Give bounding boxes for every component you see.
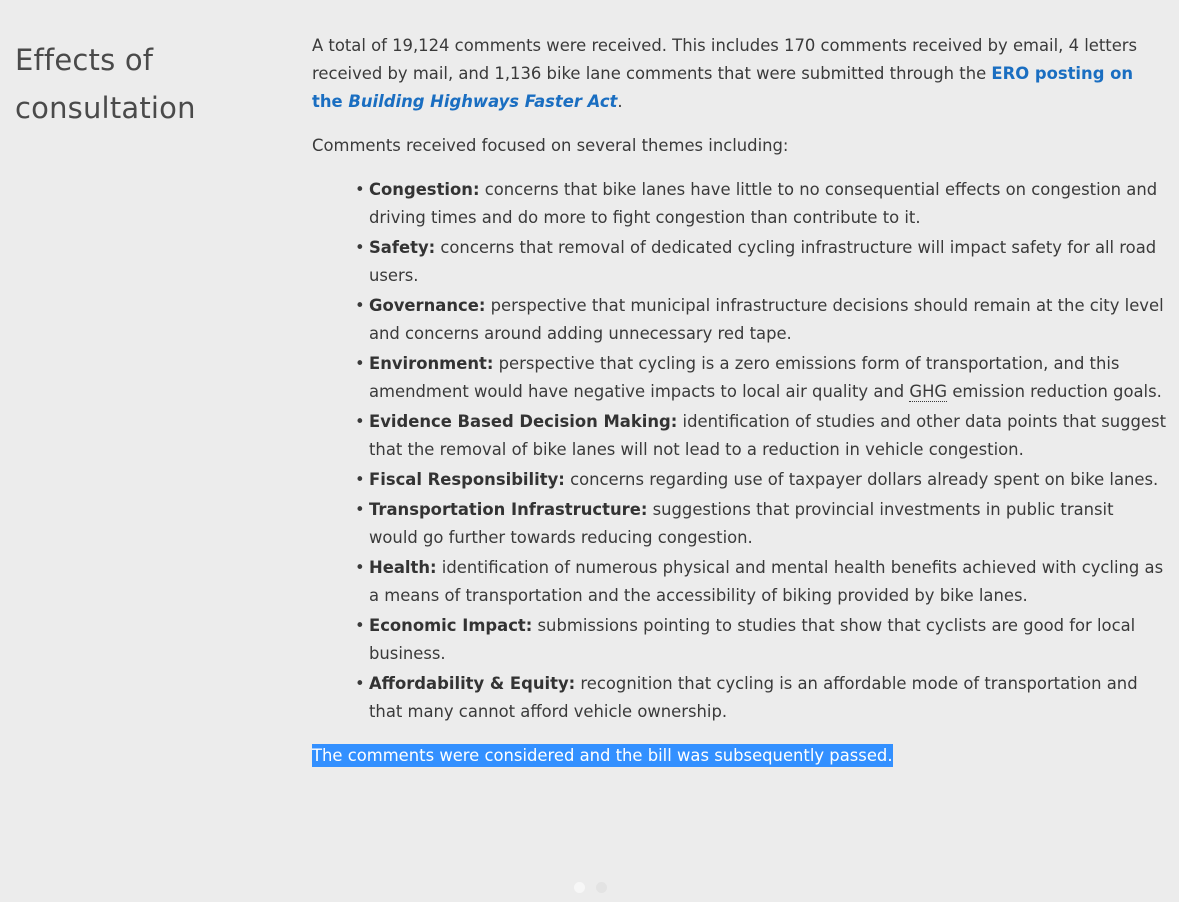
theme-text: perspective that municipal infrastructure decisions should remain at the city level and concerns around adding unnecessary red tape.	[369, 296, 1164, 343]
pagination-dot-active[interactable]	[574, 882, 585, 893]
theme-label: Congestion:	[369, 180, 480, 199]
theme-label: Environment:	[369, 354, 494, 373]
list-item	[369, 292, 1167, 348]
theme-label: Health:	[369, 558, 437, 577]
consultation-content	[312, 32, 1167, 786]
intro-paragraph	[312, 32, 1167, 116]
themes-list	[312, 176, 1167, 726]
conclusion-paragraph	[312, 742, 1167, 770]
section-heading-line1: Effects of	[15, 43, 154, 77]
theme-label: Economic Impact:	[369, 616, 533, 635]
theme-text: identification of numerous physical and mental health benefits achieved with cycling as a means of transportation and the accessibility of biking provided by bike lanes.	[369, 558, 1164, 605]
list-item	[369, 496, 1167, 552]
theme-text: concerns that removal of dedicated cycling infrastructure will impact safety for all road users.	[369, 238, 1157, 285]
theme-label: Governance:	[369, 296, 486, 315]
theme-text-end: emission reduction goals.	[947, 382, 1162, 401]
intro-text-end: .	[617, 92, 623, 111]
theme-label: Fiscal Responsibility:	[369, 470, 565, 489]
list-item	[369, 176, 1167, 232]
list-item	[369, 408, 1167, 464]
theme-label: Safety:	[369, 238, 436, 257]
act-name-link-text[interactable]: Building Highways Faster Act	[348, 92, 618, 111]
pagination-dots	[574, 882, 607, 893]
themes-lead: Comments received focused on several themes including:	[312, 136, 789, 155]
theme-text: identification of studies and other data points that suggest that the removal of bike lanes will not lead to a reduction in vehicle congestion.	[369, 412, 1166, 459]
theme-label: Affordability & Equity:	[369, 674, 576, 693]
ghg-abbreviation[interactable]: GHG	[909, 382, 948, 401]
theme-text: concerns that bike lanes have little to no consequential effects on congestion and driving times and do more to fight congestion than contribute to it.	[369, 180, 1158, 227]
pagination-dot[interactable]	[596, 882, 607, 893]
section-heading	[15, 36, 285, 132]
section-heading-line2: consultation	[15, 91, 196, 125]
theme-label: Transportation Infrastructure:	[369, 500, 648, 519]
ero-link-text[interactable]: ERO posting on the	[312, 64, 1134, 111]
list-item	[369, 466, 1167, 494]
list-item	[369, 234, 1167, 290]
theme-text: recognition that cycling is an affordable mode of transportation and that many cannot afford vehicle ownership.	[369, 674, 1138, 721]
list-item	[369, 670, 1167, 726]
theme-text: suggestions that provincial investments in public transit would go further towards reducing congestion.	[369, 500, 1114, 547]
list-item	[369, 350, 1167, 406]
theme-text: perspective that cycling is a zero emissions form of transportation, and this amendment would have negative impacts to local air quality and	[369, 354, 1120, 401]
theme-label: Evidence Based Decision Making:	[369, 412, 678, 431]
list-item	[369, 554, 1167, 610]
selected-conclusion-text[interactable]: The comments were considered and the bill was subsequently passed.	[312, 746, 893, 765]
theme-text: concerns regarding use of taxpayer dollars already spent on bike lanes.	[564, 470, 1159, 489]
list-item	[369, 612, 1167, 668]
theme-text: submissions pointing to studies that show that cyclists are good for local business.	[369, 616, 1136, 663]
intro-text: A total of 19,124 comments were received. This includes 170 comments received by email, 4 letters received by mail, and 1,136 bike lane comments that were submitted through the	[312, 36, 1138, 83]
